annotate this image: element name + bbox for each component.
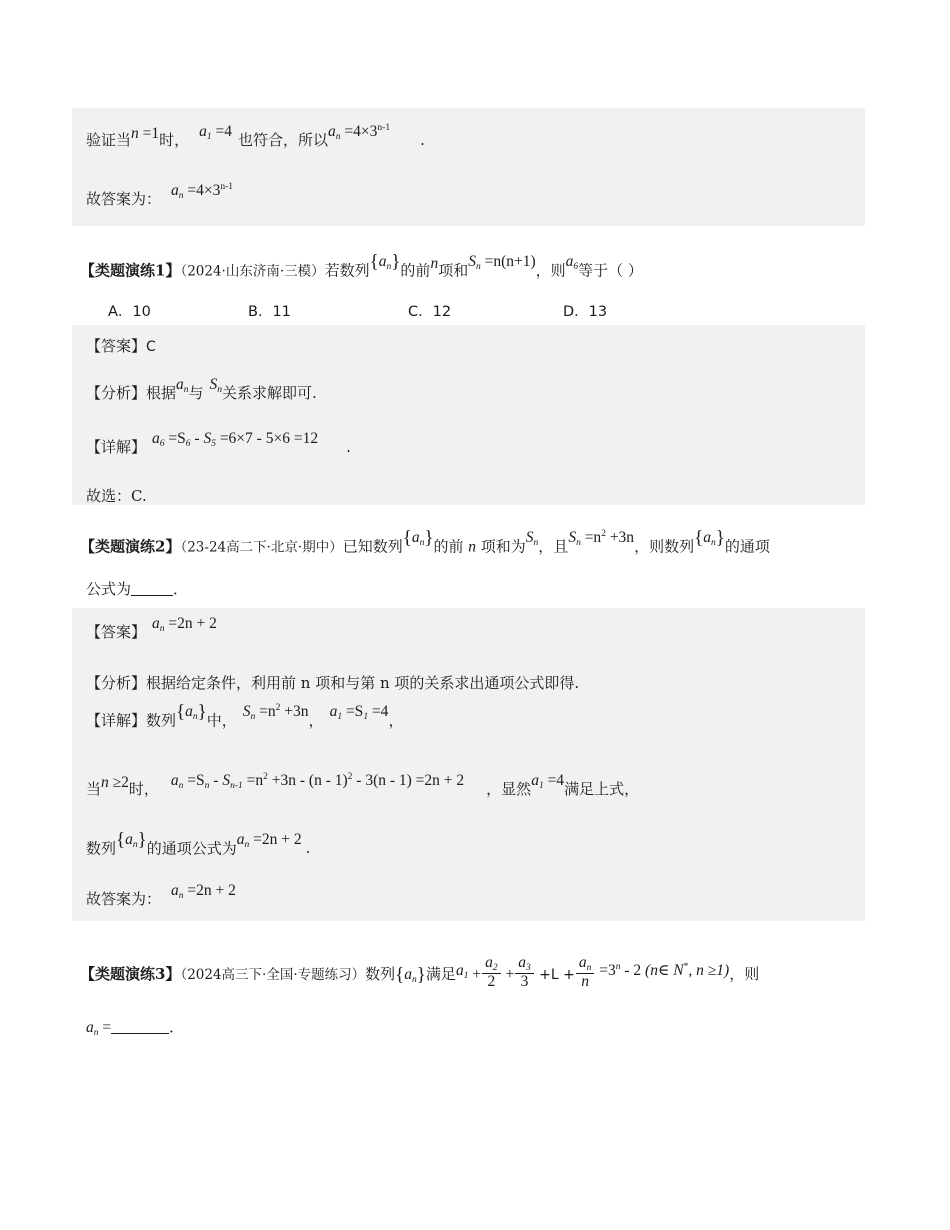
exercise2-big-s1-sub: n <box>204 781 210 792</box>
exercise2-obvious-rest: =4 <box>543 772 565 789</box>
exercise2-answer-value: =2n + 2 <box>164 615 217 632</box>
exercise2-big-eq2: =n <box>242 772 264 789</box>
exercise3-cond-rest: , n ≥1) <box>688 961 730 979</box>
exercise3-plus1: + <box>468 965 482 983</box>
exercise2-stem-d: ，且 <box>538 537 569 556</box>
exercise1-S-sub: n <box>475 262 481 273</box>
verify-an-exponent: n-1 <box>377 123 391 134</box>
verify-n-value: =1 <box>138 125 160 142</box>
exercise2-big-s2-sub: n-1 <box>230 781 243 792</box>
option-c[interactable] <box>408 300 451 321</box>
exercise1-choose-text: 故选：C. <box>86 487 147 505</box>
exercise2-detail-S-rest: =n <box>255 703 276 721</box>
exercise2-detail-a1-rest: =S <box>342 703 364 721</box>
exercise3-eq-rest: - 2 <box>620 961 642 979</box>
exercise2-S2-sub: n <box>576 538 581 549</box>
exercise1-a6-sub: 6 <box>573 262 579 273</box>
exercise1-S-value: =n(n+1) <box>480 253 536 271</box>
exercise2-detail-a1-sub2: 1 <box>363 712 369 723</box>
verify-n-var: n <box>131 125 139 142</box>
option-a-value: 10 <box>132 304 151 320</box>
exercise2-conclusion: 数列$\{a_n\}$的通项公式为$a_n =2n + 2$ . <box>86 830 311 858</box>
exercise2-answer-var: a <box>152 615 160 632</box>
verify-an-var: a <box>328 123 336 140</box>
exercise2-concl-a: 数列 <box>86 839 117 858</box>
exercise1-source: （2024·山东济南·三模） <box>180 263 325 280</box>
exercise2-answer <box>86 615 217 644</box>
exercise3-eq: =3 <box>595 961 616 979</box>
exercise1-seq-sub: n <box>386 262 392 273</box>
option-d-key: D． <box>563 304 589 320</box>
exercise1-detail-eq2: =6×7 - 5×6 =12 <box>215 430 319 447</box>
exercise2-seq2-var: a <box>703 529 711 547</box>
exercise3-cond-sup: * <box>683 961 689 972</box>
verify-mid1: 时， <box>159 131 190 149</box>
exercise1-detail-a-var: a <box>152 430 160 447</box>
exercise1-stem-e: 等于（ ） <box>578 261 643 280</box>
exercise2-detail-line1: 【详解】数列$\{a_n\}$中， $S_n =n^2 +3n$， $a_1 =S_1 =4$， <box>86 702 404 730</box>
exercise1-analysis-c: 关系求解即可. <box>222 384 317 402</box>
exercise3-stem-c: ，则 <box>729 964 760 983</box>
exercise2-detail-seq-var: a <box>185 703 193 721</box>
exercise2-concl-seq-sub: n <box>132 840 138 851</box>
exercise1-n-var: n <box>430 255 439 273</box>
exercise3-stem-a: 数列 <box>365 964 396 983</box>
exercise2-analysis-text: 根据给定条件，利用前 n 项和与第 n 项的关系求出通项公式即得. <box>146 674 580 692</box>
exercise2-detail-c: ， <box>308 711 324 730</box>
exercise2-final-rest: =2n + 2 <box>183 882 236 899</box>
exercise1-a6-var: a <box>565 253 574 271</box>
exercise2-when-prefix: 当 <box>86 780 102 798</box>
exercise1-detail-period: . <box>346 438 351 456</box>
answer-an-value-0: =4×3 <box>183 182 221 199</box>
exercise2-stem-line2 <box>86 582 188 598</box>
exercise2-S-var: S <box>525 529 534 547</box>
exercise2-concl-period: . <box>305 839 311 858</box>
exercise2-S2-tail: +3n <box>605 529 635 547</box>
exercise2-answer-label: 【答案】 <box>86 623 147 641</box>
exercise3-eq-sup: n <box>615 961 621 972</box>
exercise2-answer-blank[interactable] <box>131 595 173 596</box>
option-b-value: 11 <box>272 304 291 320</box>
exercise2-stem-f: 的通项 <box>724 537 770 556</box>
exercise2-stem-g: 公式为 <box>86 580 132 598</box>
exercise3-stem-line1: 【类题演练3】（2024高三下·全国·专题练习）数列$\{a_n\}$满足$a_1$ + $\frac{a_2}{2}$ + $\frac{a_3}{3}$ +L + $\frac{a_n}{n}$ $=3^n - 2$ (n∈ N*, n ≥1)，则 <box>80 954 760 991</box>
exercise3-fraction-n <box>576 955 595 991</box>
exercise2-S2-rest: =n <box>580 529 602 547</box>
answer-block-shading-1 <box>72 325 865 505</box>
exercise3-last-sub: n <box>93 1028 99 1039</box>
exercise2-seq-var: a <box>411 529 420 547</box>
exercise2-concl-sub: n <box>244 840 250 851</box>
exercise2-stem-line1: 【类题演练2】（23-24高二下·北京·期中）已知数列$\{a_n\}$的前 n 项和为$S_n$，且$S_n =n^2 +3n$，则数列$\{a_n\}$的通项 <box>80 528 770 556</box>
exercise2-big-a-sub: n <box>178 781 184 792</box>
verify-an-value: =4×3 <box>340 123 378 140</box>
exercise1-choose <box>86 489 147 505</box>
answer-block-shading-2 <box>72 608 865 921</box>
exercise2-obvious-sub: 1 <box>538 781 544 792</box>
exercise2-obvious-b: 满足上式， <box>564 780 640 798</box>
exercise2-detail-a1-var: a <box>329 703 338 721</box>
exercise2-big-eq1: =S <box>183 772 205 789</box>
exercise2-concl-seq-var: a <box>125 831 133 849</box>
exercise3-fraction-3 <box>515 955 534 991</box>
exercise1-stem-c: 项和 <box>438 261 469 280</box>
exercise3-answer-blank[interactable] <box>111 1033 169 1034</box>
exercise2-concl-var: a <box>236 831 245 849</box>
exercise2-big-minus: - <box>209 772 223 789</box>
option-c-key: C． <box>408 304 433 320</box>
exercise2-big-sup2: 2 <box>263 772 268 783</box>
exercise3-seq-sub: n <box>412 974 417 985</box>
exercise2-answer-sub: n <box>159 624 165 635</box>
exercise1-answer-value: C <box>146 339 156 355</box>
exercise1-answer <box>86 339 156 355</box>
exercise3-last-var: a <box>86 1019 94 1036</box>
exercise1-analysis-b: 与 <box>188 384 204 402</box>
exercise2-big-part3: - 3(n - 1) =2n + 2 <box>352 772 465 789</box>
answer-label-0: 故答案为： <box>86 190 162 208</box>
exercise3-f3-den: n <box>576 973 595 990</box>
exercise2-detail-d: ， <box>388 711 404 730</box>
exercise1-S-var: S <box>468 253 476 271</box>
exercise1-detail-eq1: =S <box>164 430 186 447</box>
exercise2-detail-S-var: S <box>242 703 251 721</box>
exercise2-big-s2: S <box>222 772 231 789</box>
exercise1-tag: 【类题演练1】 <box>80 261 181 280</box>
option-b[interactable] <box>248 300 291 321</box>
option-a-key: A． <box>108 304 133 320</box>
exercise1-detail-s2: S <box>203 430 212 447</box>
exercise2-S-sub: n <box>533 538 539 549</box>
verify-a1-var: a <box>199 123 207 140</box>
exercise1-analysis <box>86 376 317 405</box>
exercise2-stem-a: 已知数列 <box>342 537 403 556</box>
exercise2-stem-period: ． <box>173 580 189 598</box>
exercise1-detail-s2-sub: 5 <box>211 439 216 450</box>
verify-a1-value: =4 <box>211 123 233 140</box>
exercise1-seq-var: a <box>378 253 387 271</box>
exercise3-f1-num-sub: 2 <box>492 963 498 974</box>
exercise1-stem: 【类题演练1】（2024·山东济南·三模）若数列$\{a_n\}$的前n项和$S_n =n(n+1)$，则$a_6$等于（ ） <box>80 252 643 280</box>
exercise1-detail-s1-sub: 6 <box>185 439 191 450</box>
exercise2-detail-S-tail: +3n <box>280 703 309 721</box>
exercise2-detail-line2 <box>86 772 640 801</box>
exercise1-analysis-sn-var: S <box>209 376 218 393</box>
exercise3-plus3-ellipsis: +L + <box>534 966 575 983</box>
option-c-value: 12 <box>432 304 452 320</box>
exercise2-stem-c: 项和为 <box>476 537 526 556</box>
exercise1-analysis-an-var: a <box>176 376 184 393</box>
exercise1-answer-label: 【答案】 <box>86 337 147 355</box>
exercise2-source: （23-24高二下·北京·期中） <box>180 539 343 556</box>
exercise2-tag: 【类题演练2】 <box>80 537 181 556</box>
exercise2-analysis-label: 【分析】 <box>86 674 147 692</box>
option-a[interactable] <box>108 300 151 321</box>
exercise2-when-var: n <box>101 774 109 791</box>
exercise1-stem-b: 的前 <box>400 261 431 280</box>
exercise2-stem-e: ，则数列 <box>634 537 695 556</box>
exercise3-tag: 【类题演练3】 <box>80 964 181 983</box>
exercise2-concl-b: 的通项公式为 <box>146 839 237 858</box>
option-b-key: B． <box>248 304 273 320</box>
exercise2-concl-rest: =2n + 2 <box>249 831 302 849</box>
exercise2-analysis <box>86 676 579 692</box>
exercise2-final-answer <box>86 882 236 911</box>
exercise3-f3-num-sub: n <box>586 963 592 974</box>
exercise3-stem-b: 满足 <box>425 964 456 983</box>
option-d-value: 13 <box>588 304 608 320</box>
exercise1-stem-a: 若数列 <box>324 261 370 280</box>
exercise2-when-rest: ≥2 <box>108 774 129 791</box>
exercise2-obvious-a: ，显然 <box>486 780 532 798</box>
exercise2-detail-a1-sub: 1 <box>337 712 343 723</box>
answer-an-exponent-0: n-1 <box>220 182 234 193</box>
exercise1-analysis-label: 【分析】 <box>86 384 147 402</box>
exercise1-stem-d: ，则 <box>535 261 566 280</box>
exercise3-f1-num-var: a <box>485 954 493 971</box>
exercise3-last-eq: = <box>98 1019 112 1036</box>
verify-prefix: 验证当 <box>86 131 132 149</box>
exercise2-detail-S-sub: n <box>250 712 256 723</box>
exercise3-source: （2024高三下·全国·专题练习） <box>180 966 366 983</box>
exercise1-detail-minus: - <box>190 430 204 447</box>
exercise2-detail-b: 中， <box>206 711 237 730</box>
exercise2-big-a-var: a <box>170 772 179 789</box>
exercise2-stem-b: 的前 <box>433 537 469 556</box>
verify-a1-sub: 1 <box>206 132 212 143</box>
exercise2-final-var: a <box>171 882 179 899</box>
exercise1-analysis-sn-sub: n <box>217 385 223 396</box>
exercise2-n-var: n <box>468 538 477 556</box>
exercise2-S2-sup: 2 <box>601 529 606 540</box>
exercise2-big-sup3: 2 <box>347 772 353 783</box>
exercise2-when-tail: 时， <box>128 780 159 798</box>
exercise2-obvious-var: a <box>531 772 539 789</box>
exercise2-seq-sub: n <box>419 538 425 549</box>
exercise2-detail-label: 【详解】 <box>86 711 147 730</box>
exercise3-f2-num-var: a <box>518 954 526 971</box>
exercise3-f3-num-var: a <box>578 954 587 971</box>
exercise1-analysis-a: 根据 <box>146 384 177 402</box>
exercise2-seq2-sub: n <box>710 538 716 549</box>
option-d[interactable] <box>563 300 607 321</box>
exercise3-f2-den: 3 <box>515 973 534 990</box>
exercise3-f2-num-sub: 3 <box>525 963 531 974</box>
exercise2-detail-seq-sub: n <box>192 712 198 723</box>
exercise3-f1-den: 2 <box>482 973 501 990</box>
exercise1-analysis-an-sub: n <box>183 385 189 396</box>
exercise2-final-label: 故答案为： <box>86 890 162 908</box>
exercise1-detail-label: 【详解】 <box>86 438 147 456</box>
answer-an-var-0: a <box>171 182 179 199</box>
exercise3-last-period: ． <box>169 1018 185 1036</box>
exercise3-term1-var: a <box>455 961 464 979</box>
exercise2-final-sub: n <box>178 891 184 902</box>
exercise3-seq-var: a <box>404 965 413 983</box>
exercise3-term1-sub: 1 <box>463 970 469 981</box>
exercise2-detail-a: 数列 <box>146 711 177 730</box>
verify-an-sub: n <box>335 132 341 143</box>
exercise3-plus2: + <box>501 965 515 983</box>
verify-period: . <box>420 131 425 149</box>
exercise2-S2-var: S <box>568 529 577 547</box>
exercise3-fraction-2 <box>482 955 501 991</box>
exercise3-stem-line2 <box>86 1020 184 1039</box>
exercise3-cond: (n∈ N <box>641 961 684 979</box>
answer-an-sub-0: n <box>178 191 184 202</box>
exercise2-big-part2: +3n - (n - 1) <box>267 772 348 789</box>
exercise2-detail-a1-tail: =4 <box>368 703 389 721</box>
verify-mid2: 也符合，所以 <box>238 131 329 149</box>
exercise2-detail-S-sup: 2 <box>275 703 281 714</box>
exercise1-detail-a-sub: 6 <box>159 439 165 450</box>
